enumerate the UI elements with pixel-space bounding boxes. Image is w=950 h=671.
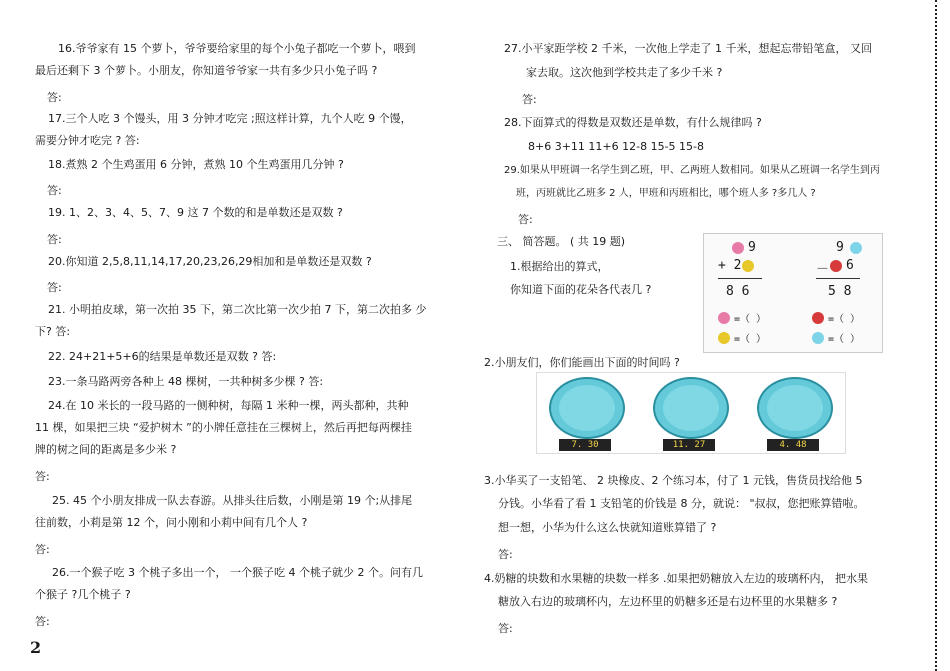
clock-icon — [757, 377, 833, 439]
clock-icon — [549, 377, 625, 439]
answer-label: 答: — [498, 622, 513, 635]
s1-line1: 1.根据给出的算式， — [510, 260, 609, 273]
puzzle-right-result: 5 8 — [828, 284, 852, 299]
q24-line3: 牌的树之间的距离是多少米 ? — [35, 443, 177, 456]
q24-line1: 24.在 10 米长的一段马路的一侧种树，每隔 1 米种一棵，两头都种，共种 — [48, 399, 409, 412]
clock-time-label: 7. 30 — [559, 439, 611, 451]
q23: 23.一条马路两旁各种上 48 棵树，一共种树多少棵 ? 答: — [48, 375, 324, 388]
q19: 19. 1、2、3、4、5、7、9 这 7 个数的和是单数还是双数 ? — [48, 206, 343, 219]
answer-label: 答: — [47, 91, 62, 104]
s4-line1: 4.奶糖的块数和水果糖的块数一样多 .如果把奶糖放入左边的玻璃杯内， 把水果 — [484, 572, 868, 585]
q21-line1: 21. 小明拍皮球，第一次拍 35 下，第二次比第一次少拍 7 下，第二次拍多 少 — [48, 303, 427, 316]
q29-line1: 29.如果从甲班调一名学生到乙班，甲、乙两班人数相同。如果从乙班调一名学生到丙 — [504, 165, 880, 176]
blue-flower-icon — [812, 332, 824, 344]
page-number: 2 — [30, 638, 42, 657]
q26-line2: 个猴子 ?几个桃子 ? — [35, 588, 131, 601]
answer-label: 答: — [35, 543, 50, 556]
puzzle-left-mid: + 2 — [718, 258, 742, 273]
q20: 20.你知道 2,5,8,11,14,17,20,23,26,29相加和是单数还是双数 ? — [48, 255, 372, 268]
answer-label: 答: — [47, 233, 62, 246]
s3-line1: 3.小华买了一支铅笔、 2 块橡皮、2 个练习本，付了 1 元钱，售货员找给他 5 — [484, 474, 863, 487]
blue-flower-icon — [850, 242, 862, 254]
puzzle-right-mid: 6 — [846, 258, 854, 273]
answer-label: 答: — [47, 184, 62, 197]
q16-line1: 16.爷爷家有 15 个萝卜，爷爷要给家里的每个小兔子都吃一个萝卜，喂到 — [58, 42, 416, 55]
puzzle-left-top: 9 — [748, 240, 756, 255]
pink-flower-icon — [718, 312, 730, 324]
q18: 18.煮熟 2 个生鸡蛋用 6 分钟，煮熟 10 个生鸡蛋用几分钟 ? — [48, 158, 344, 171]
cut-line — [935, 0, 937, 671]
q25-line2: 往前数，小莉是第 12 个，问小刚和小莉中间有几个人 ? — [35, 516, 308, 529]
clock-time-label: 11. 27 — [663, 439, 715, 451]
pink-flower-icon — [732, 242, 744, 254]
sum-line — [718, 278, 762, 279]
clock-time-label: 4. 48 — [767, 439, 819, 451]
q27-line2: 家去取。这次他到学校共走了多少千米 ? — [526, 66, 723, 79]
section-3-heading: 三、 简答题。 ( 共 19 题) — [497, 235, 626, 248]
q28-expressions: 8+6 3+11 11+6 12-8 15-5 15-8 — [528, 140, 705, 153]
answer-label: 答: — [498, 548, 513, 561]
s2: 2.小朋友们，你们能画出下面的时间吗 ? — [484, 356, 680, 369]
yellow-flower-icon — [718, 332, 730, 344]
flower-puzzle — [703, 233, 883, 353]
blank-yellow: =（ ） — [734, 334, 767, 345]
clock-panel — [536, 372, 846, 454]
puzzle-right-top: 9 — [836, 240, 844, 255]
blank-blue: =（ ） — [828, 334, 861, 345]
clock-icon — [653, 377, 729, 439]
q17-line1: 17.三个人吃 3 个馒头，用 3 分钟才吃完 ;照这样计算，九个人吃 9 个馒， — [48, 112, 412, 125]
q25-line1: 25. 45 个小朋友排成一队去春游。从排头往后数，小刚是第 19 个;从排尾 — [52, 494, 413, 507]
q17-line2: 需要分钟才吃完 ? 答: — [35, 134, 140, 147]
answer-label: 答: — [35, 470, 50, 483]
yellow-flower-icon — [742, 260, 754, 272]
answer-label: 答: — [522, 93, 537, 106]
q29-line2: 班，丙班就比乙班多 2 人，甲班和丙班相比，哪个班人多 ?多几人 ? — [516, 188, 816, 199]
blank-red: =（ ） — [828, 314, 861, 325]
answer-label: 答: — [47, 281, 62, 294]
s3-line3: 想一想，小华为什么这么快就知道账算错了 ? — [498, 521, 717, 534]
diff-line — [816, 278, 860, 279]
red-flower-icon — [812, 312, 824, 324]
q27-line1: 27.小平家距学校 2 千米，一次他上学走了 1 千米，想起忘带铅笔盒， 又回 — [504, 42, 872, 55]
q16-line2: 最后还剩下 3 个萝卜。小朋友，你知道爷爷家一共有多少只小兔子吗 ? — [35, 64, 378, 77]
s4-line2: 糖放入右边的玻璃杯内，左边杯里的奶糖多还是右边杯里的水果糖多 ? — [498, 595, 838, 608]
blank-pink: =（ ） — [734, 314, 767, 325]
q22: 22. 24+21+5+6的结果是单数还是双数 ? 答: — [48, 350, 277, 363]
red-flower-icon — [830, 260, 842, 272]
q21-line2: 下? 答: — [35, 325, 71, 338]
s3-line2: 分钱。小华看了看 1 支铅笔的价钱是 8 分，就说： "叔叔，您把账算错啦。 — [498, 497, 865, 510]
answer-label: 答: — [35, 615, 50, 628]
answer-label: 答: — [518, 213, 533, 226]
puzzle-right-minus: － — [816, 262, 830, 277]
puzzle-left-result: 8 6 — [726, 284, 750, 299]
q26-line1: 26.一个猴子吃 3 个桃子多出一个， 一个猴子吃 4 个桃子就少 2 个。问有几 — [52, 566, 423, 579]
s1-line2: 你知道下面的花朵各代表几 ? — [510, 283, 652, 296]
q28: 28.下面算式的得数是双数还是单数，有什么规律吗 ? — [504, 116, 762, 129]
q24-line2: 11 棵，如果把三块 “爱护树木 ”的小牌任意挂在三棵树上，然后再把每两棵挂 — [35, 421, 412, 434]
